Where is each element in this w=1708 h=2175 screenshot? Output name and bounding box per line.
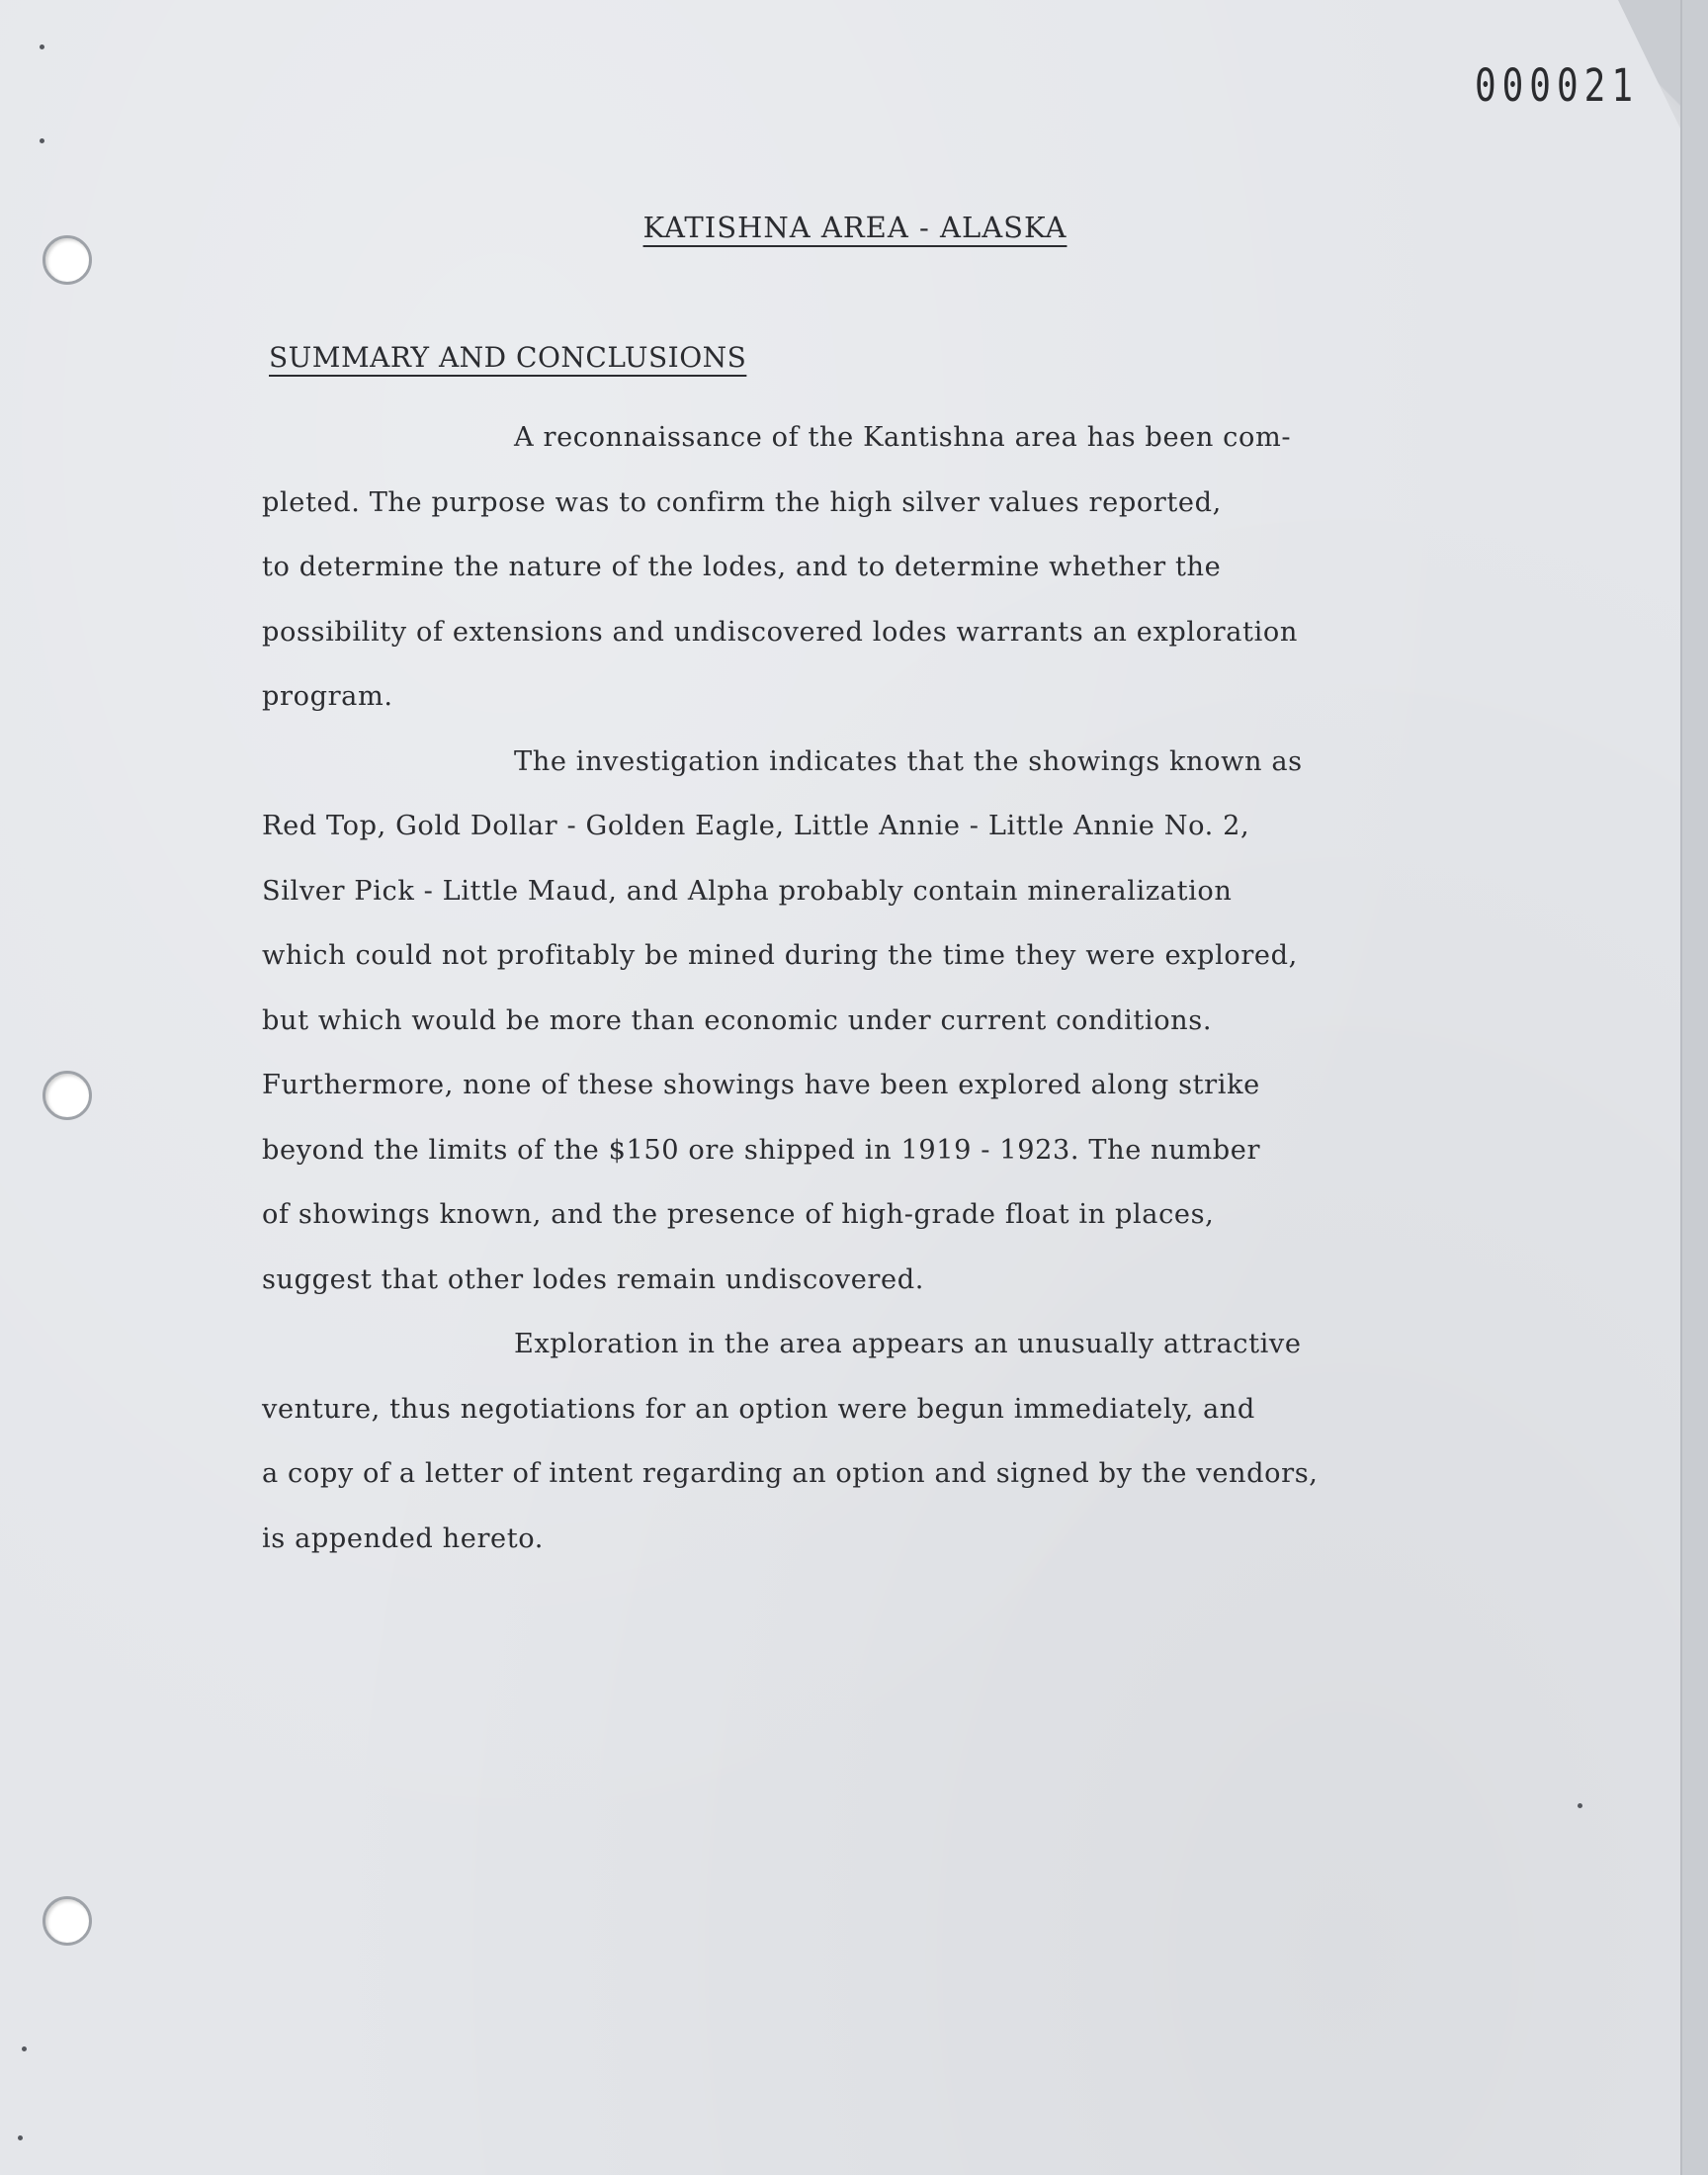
paragraph-3 [262, 1312, 1507, 1571]
text-line: Furthermore, none of these showings have been explored along strike [262, 1070, 1260, 1100]
text-line: which could not profitably be mined during the time they were explored, [262, 940, 1298, 971]
text-line: possibility of extensions and undiscovered lodes warrants an exploration [262, 616, 1298, 648]
paper-speck [18, 2135, 23, 2140]
text-line: pleted. The purpose was to confirm the high silver values reported, [262, 486, 1222, 518]
paper-speck [40, 44, 44, 49]
text-line: Red Top, Gold Dollar - Golden Eagle, Little Annie - Little Annie No. 2, [262, 811, 1250, 841]
text-line: beyond the limits of the $150 ore shipped in 1919 - 1923. The number [262, 1134, 1261, 1166]
punch-hole [43, 1071, 92, 1120]
text-line: is appended hereto. [262, 1522, 544, 1554]
text-line: of showings known, and the presence of high-grade float in places, [262, 1199, 1215, 1230]
text-line: venture, thus negotiations for an option were begun immediately, and [262, 1393, 1255, 1425]
paper-speck [22, 2046, 27, 2051]
text-line: A reconnaissance of the Kantishna area has been com- [514, 422, 1292, 453]
text-line: The investigation indicates that the showings known as [514, 745, 1303, 777]
paragraph-1 [262, 405, 1507, 730]
text-line: but which would be more than economic under current conditions. [262, 1004, 1213, 1036]
section-heading: SUMMARY AND CONCLUSIONS [269, 341, 747, 374]
paragraph-2 [262, 730, 1507, 1313]
punch-hole [43, 1896, 92, 1946]
paper-speck [1578, 1803, 1582, 1808]
text-line: program. [262, 681, 393, 712]
text-line: a copy of a letter of intent regarding an option and signed by the vendors, [262, 1458, 1319, 1489]
document-title-text: KATISHNA AREA - ALASKA [642, 211, 1068, 244]
document-title [0, 211, 1680, 244]
paper-speck [40, 138, 44, 143]
body-text [262, 405, 1507, 1571]
text-line: suggest that other lodes remain undiscovered. [262, 1263, 924, 1295]
page-number: 000021 [1474, 61, 1639, 113]
text-line: to determine the nature of the lodes, and to determine whether the [262, 552, 1222, 582]
text-line: Exploration in the area appears an unusually attractive [514, 1329, 1302, 1359]
text-line: Silver Pick - Little Maud, and Alpha probably contain mineralization [262, 875, 1233, 907]
